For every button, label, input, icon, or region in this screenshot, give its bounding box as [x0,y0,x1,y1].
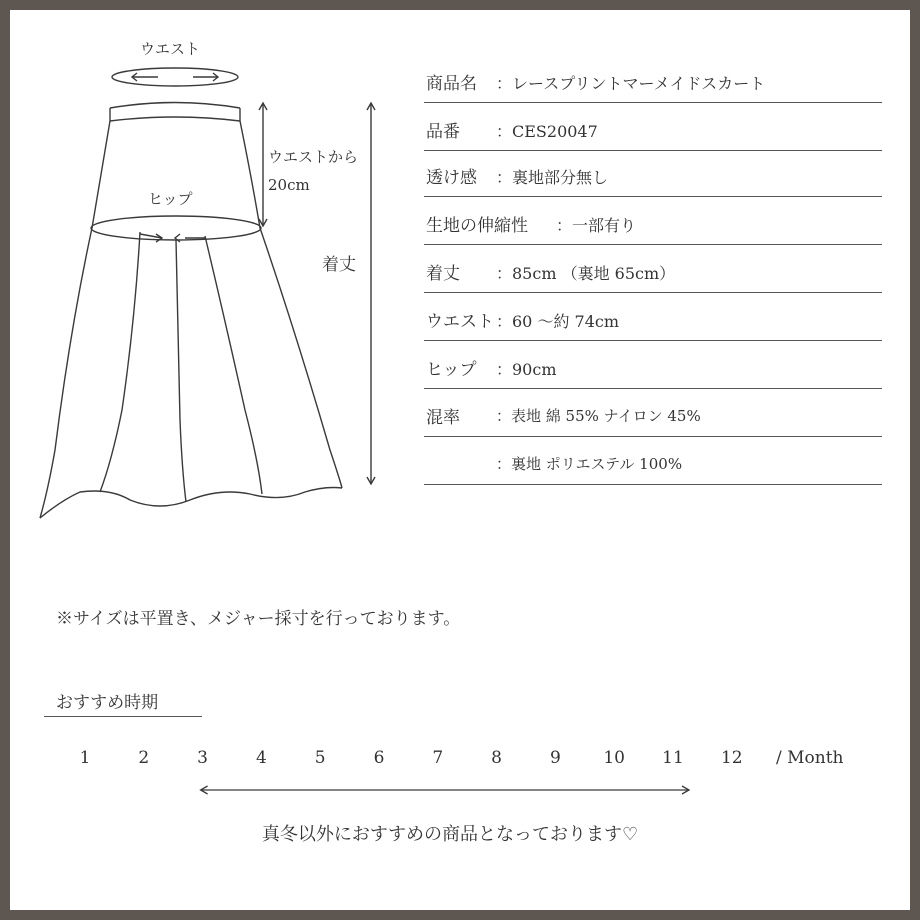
spec-blend-line2: ：裏地 ポリエステル 100% [496,455,683,473]
spec-value: ：60 ～約 74cm [496,312,620,331]
month-8: 8 [491,748,502,768]
month-3: 3 [197,748,208,768]
spec-value: ：85cm （裏地 65cm） [496,264,676,283]
spec-value: ：一部有り [556,216,637,235]
spec-value: ：裏地部分無し [496,168,609,187]
month-12: 12 [720,748,743,768]
season-message: 真冬以外におすすめの商品となっております♡ [261,824,639,845]
spec-label: 着丈 [426,264,460,284]
month-unit: / Month [776,748,844,768]
month-4: 4 [255,748,267,768]
waist-to-hip-label-line2: 20cm [268,176,310,194]
measurement-note: ※サイズは平置き、メジャー採寸を行っております。 [56,609,461,629]
month-1: 1 [79,748,91,768]
hip-diagram-label: ヒップ [148,190,193,208]
month-10: 10 [603,748,625,768]
spec-value: ：90cm [496,360,557,379]
waist-to-hip-label-line1: ウエストから [268,148,359,166]
spec-label: ウエスト [426,312,494,332]
month-2: 2 [138,748,150,768]
spec-value: ：レースプリントマーメイドスカート [496,74,766,93]
month-11: 11 [662,748,684,768]
season-title: おすすめ時期 [56,693,159,713]
month-9: 9 [549,748,561,768]
spec-label: 透け感 [426,168,477,188]
spec-label: 商品名 [426,74,477,94]
spec-label: 混率 [426,408,460,428]
month-7: 7 [432,748,444,768]
waist-diagram-label: ウエスト [140,40,201,58]
spec-blend-line1: ：表地 綿 55% ナイロン 45% [496,407,701,425]
spec-label: ヒップ [426,360,477,380]
spec-label: 品番 [426,122,460,142]
length-diagram-label: 着丈 [322,255,356,275]
month-6: 6 [373,748,385,768]
month-5: 5 [314,748,326,768]
spec-label: 生地の伸縮性 [426,216,528,236]
spec-value: ：CES20047 [496,122,598,141]
